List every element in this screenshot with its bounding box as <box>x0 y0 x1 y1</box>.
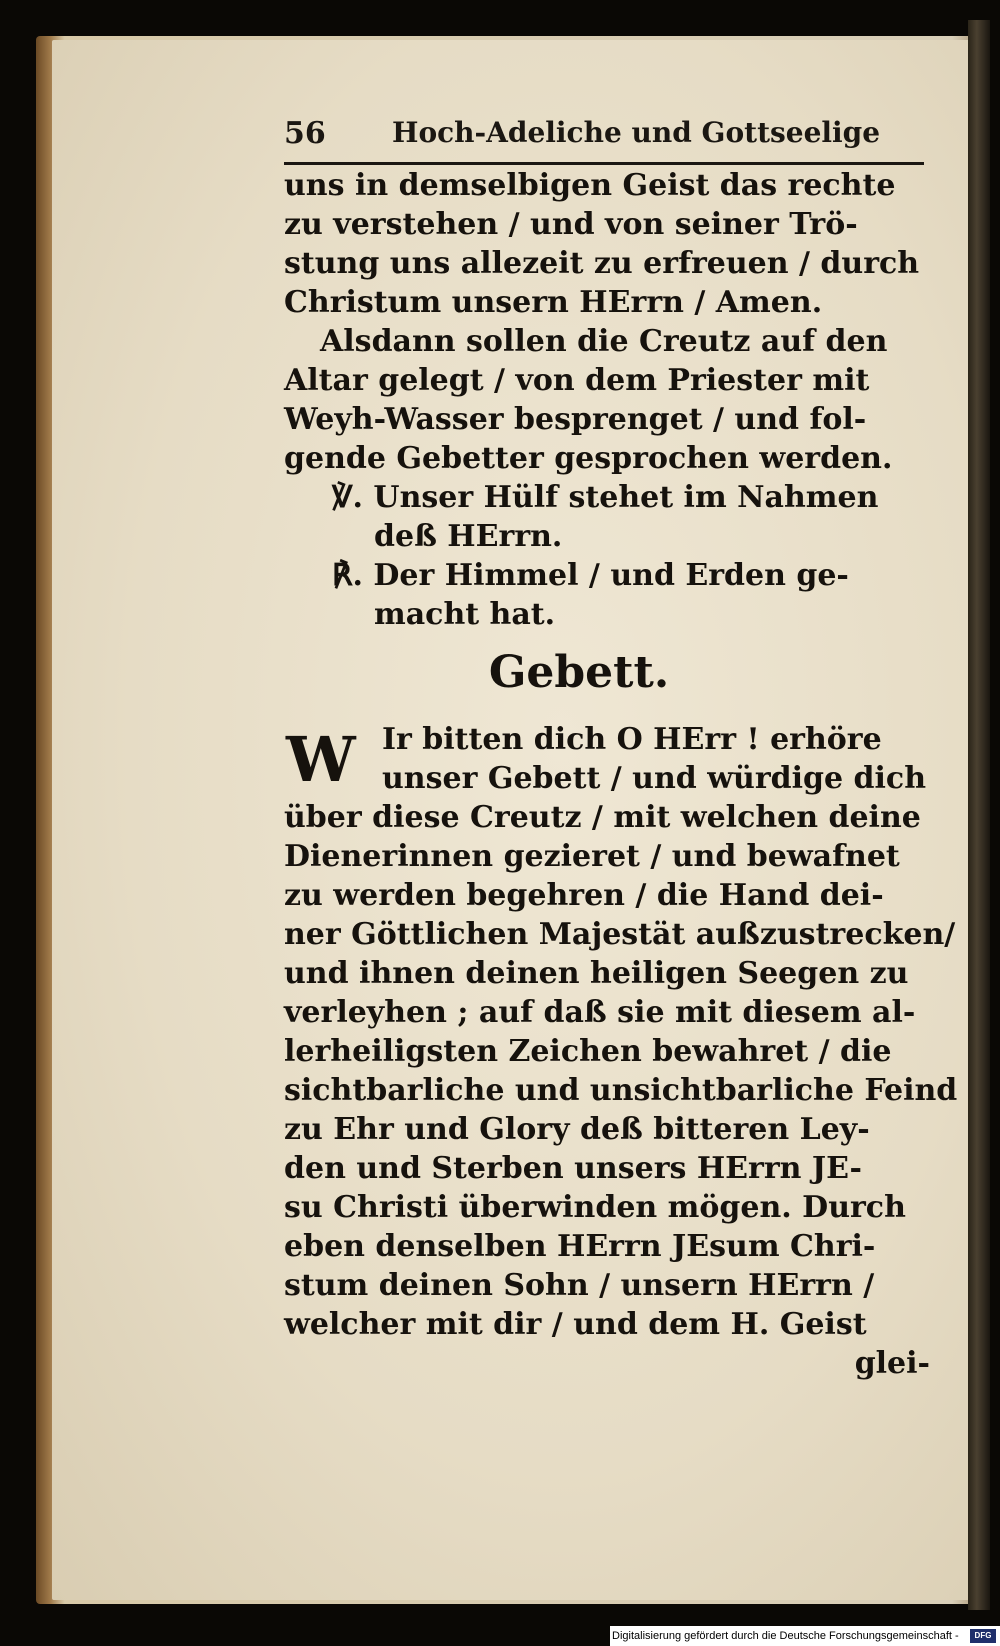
prayer-line: verleyhen ; auf daß sie mit diesem al- <box>284 995 916 1030</box>
versicle-line: deß HErrn. <box>374 519 563 554</box>
catchword: glei- <box>854 1346 930 1381</box>
footer-credit: Digitalisierung gefördert durch die Deutsche Forschungsgemeinschaft - <box>612 1630 959 1642</box>
page-text <box>284 166 958 1383</box>
prayer-line-text: Ir bitten dich O HErr ! erhöre <box>382 722 882 757</box>
prayer-line: welcher mit dir / und dem H. Geist <box>284 1307 867 1342</box>
prayer-line: su Christi überwinden mögen. Durch <box>284 1190 906 1225</box>
page-shadow-strip <box>968 20 990 1610</box>
prayer-line: Dienerinnen gezieret / und bewafnet <box>284 839 900 874</box>
running-title: Hoch-Adeliche und Gottseelige <box>392 116 881 149</box>
page-header <box>284 108 924 164</box>
text-line: Christum unsern HErrn / Amen. <box>284 285 823 320</box>
response-line: macht hat. <box>374 597 556 632</box>
prayer-line: und ihnen deinen heiligen Seegen zu <box>284 956 909 991</box>
dfg-logo: DFG <box>970 1629 996 1643</box>
text-line: stung uns allezeit zu erfreuen / durch <box>284 246 920 281</box>
response-line: ℟. Der Himmel / und Erden ge- <box>332 558 849 593</box>
rubric-line: Weyh-Wasser besprenget / und fol- <box>284 402 867 437</box>
text-line: zu verstehen / und von seiner Trö- <box>284 207 858 242</box>
footer-credit-bar <box>610 1626 1000 1646</box>
prayer-line: unser Gebett / und würdige dich <box>382 761 926 796</box>
prayer-line: den und Sterben unsers HErrn JE- <box>284 1151 862 1186</box>
prayer-line: zu werden begehren / die Hand dei- <box>284 878 884 913</box>
prayer-line: eben denselben HErrn JEsum Chri- <box>284 1229 876 1264</box>
prayer-line: stum deinen Sohn / unsern HErrn / <box>284 1268 875 1303</box>
prayer-line: über diese Creutz / mit welchen deine <box>284 800 921 835</box>
rubric-line: Alsdann sollen die Creutz auf den <box>320 324 888 359</box>
rubric-line: Altar gelegt / von dem Priester mit <box>284 363 870 398</box>
prayer-line: sichtbarliche und unsichtbarliche Feind <box>284 1073 958 1108</box>
prayer-line: zu Ehr und Glory deß bitteren Ley- <box>284 1112 870 1147</box>
text-line: uns in demselbigen Geist das rechte <box>284 168 896 203</box>
rubric-line: gende Gebetter gesprochen werden. <box>284 441 893 476</box>
drop-cap: W <box>286 723 356 796</box>
versicle-line: ℣. Unser Hülf stehet im Nahmen <box>332 480 879 515</box>
prayer-line: lerheiligsten Zeichen bewahret / die <box>284 1034 892 1069</box>
header-rule <box>284 162 924 165</box>
prayer-heading: Gebett. <box>488 647 670 698</box>
prayer-line: ner Göttlichen Majestät außzustrecken/ <box>284 917 956 952</box>
page-number: 56 <box>284 116 326 151</box>
